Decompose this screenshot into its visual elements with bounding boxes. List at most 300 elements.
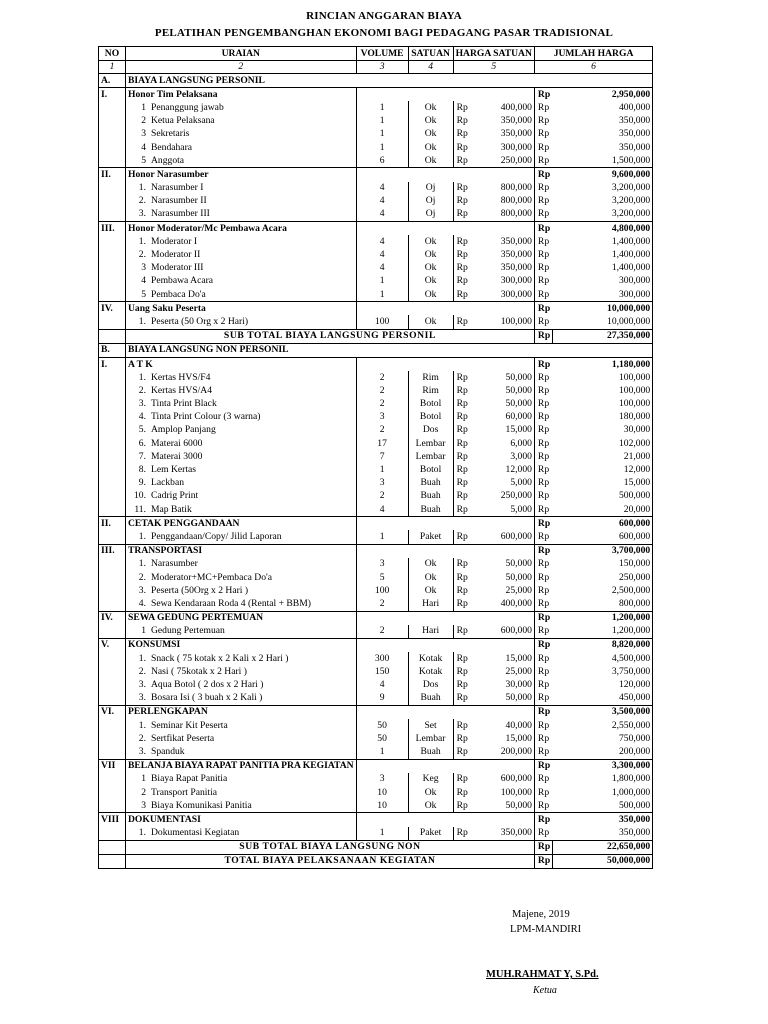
item-description [126,678,357,691]
item-description [126,597,357,611]
index-cell: 2 [126,61,357,74]
empty-cell [453,611,471,625]
item-unit-price: 300,000 [471,275,535,288]
empty-cell [99,329,126,343]
item-unit: Paket [408,530,453,544]
empty-cell [453,302,471,316]
item-number: 2 [141,115,146,127]
category-number: III. [99,544,126,558]
table-row [99,773,653,786]
table-row [99,411,653,424]
item-description [126,745,357,759]
currency-label: Rp [534,678,552,691]
row-number-blank [99,288,126,302]
currency-label: Rp [534,315,552,329]
item-unit: Ok [408,584,453,597]
item-volume: 3 [356,558,408,571]
item-unit: Botol [408,411,453,424]
empty-cell [408,813,453,827]
item-volume: 7 [356,450,408,463]
item-number: 3. [138,208,146,220]
currency-label: Rp [534,302,552,316]
currency-label: Rp [453,625,471,639]
item-amount: 1,400,000 [553,235,653,248]
item-unit-price: 600,000 [471,625,535,639]
empty-cell [453,222,471,236]
currency-label: Rp [534,398,552,411]
currency-label: Rp [453,827,471,841]
item-label: Cadrig Print [151,490,199,502]
item-unit: Ok [408,262,453,275]
item-description [126,477,357,490]
item-volume: 150 [356,665,408,678]
item-unit: Ok [408,141,453,154]
item-label: Spanduk [151,745,185,757]
item-volume: 4 [356,195,408,208]
item-amount: 3,200,000 [553,195,653,208]
item-description [126,315,357,329]
currency-label: Rp [453,275,471,288]
currency-label: Rp [453,584,471,597]
item-unit-price: 600,000 [471,530,535,544]
item-volume: 1 [356,115,408,128]
currency-label: Rp [534,450,552,463]
item-volume: 9 [356,692,408,706]
currency-label: Rp [534,786,552,799]
item-description [126,384,357,397]
item-label: Transport Panitia [151,786,218,798]
table-row [99,288,653,302]
item-unit: Buah [408,503,453,517]
index-cell: 1 [99,61,126,74]
item-volume: 1 [356,128,408,141]
row-number-blank [99,652,126,665]
item-description [126,773,357,786]
item-label: Narasumber I [151,182,204,194]
item-number: 1. [138,652,146,664]
currency-label: Rp [534,154,552,168]
item-amount: 750,000 [553,732,653,745]
section-row [99,343,653,357]
empty-cell [356,813,408,827]
table-row [99,154,653,168]
item-amount: 350,000 [553,115,653,128]
currency-label: Rp [534,288,552,302]
item-label: Anggota [151,154,185,166]
item-label: Gedung Pertemuan [151,625,225,637]
category-total: 3,300,000 [553,759,653,773]
currency-label: Rp [453,315,471,329]
currency-label: Rp [453,773,471,786]
item-amount: 20,000 [553,503,653,517]
header-uraian: URAIAN [126,47,357,61]
currency-label: Rp [453,398,471,411]
item-amount: 1,400,000 [553,262,653,275]
row-number-blank [99,262,126,275]
table-body [99,74,653,869]
item-unit: Set [408,719,453,732]
item-unit: Ok [408,288,453,302]
row-number-blank [99,558,126,571]
item-amount: 350,000 [553,128,653,141]
item-amount: 180,000 [553,411,653,424]
currency-label: Rp [453,490,471,503]
currency-label: Rp [534,558,552,571]
table-row [99,463,653,476]
item-amount: 400,000 [553,101,653,114]
empty-cell [471,544,535,558]
item-description [126,288,357,302]
currency-label: Rp [534,638,552,652]
table-row [99,490,653,503]
currency-label: Rp [453,692,471,706]
currency-label: Rp [453,115,471,128]
item-number: 4. [138,597,146,609]
category-title: Honor Tim Pelaksana [126,88,357,102]
currency-label: Rp [534,854,552,868]
item-description [126,558,357,571]
item-label: Lem Kertas [151,464,197,476]
item-volume: 1 [356,101,408,114]
item-number: 1 [141,625,146,637]
table-row [99,450,653,463]
item-unit-price: 50,000 [471,398,535,411]
row-number-blank [99,571,126,584]
category-row [99,222,653,236]
currency-label: Rp [534,168,552,182]
category-total: 8,820,000 [553,638,653,652]
grand-total-label: TOTAL BIAYA PELAKSANAAN KEGIATAN [126,854,535,868]
currency-label: Rp [453,128,471,141]
currency-label: Rp [534,424,552,437]
item-volume: 100 [356,315,408,329]
empty-cell [471,357,535,371]
table-row [99,315,653,329]
item-description [126,665,357,678]
currency-label: Rp [534,530,552,544]
category-number: VIII [99,813,126,827]
item-unit-price: 250,000 [471,154,535,168]
item-volume: 4 [356,678,408,691]
category-row [99,705,653,719]
category-total: 3,500,000 [553,705,653,719]
item-description [126,450,357,463]
category-number: III. [99,222,126,236]
item-description [126,248,357,261]
item-description [126,398,357,411]
row-number-blank [99,315,126,329]
item-description [126,208,357,222]
empty-cell [408,222,453,236]
item-label: Bendahara [151,141,193,153]
currency-label: Rp [453,678,471,691]
empty-cell [356,168,408,182]
empty-cell [453,168,471,182]
currency-label: Rp [453,371,471,384]
header-no: NO [99,47,126,61]
empty-cell [408,88,453,102]
row-number-blank [99,732,126,745]
currency-label: Rp [534,503,552,517]
currency-label: Rp [534,490,552,503]
category-title: SEWA GEDUNG PERTEMUAN [126,611,357,625]
currency-label: Rp [534,692,552,706]
currency-label: Rp [534,115,552,128]
item-unit-price: 600,000 [471,773,535,786]
empty-cell [356,517,408,531]
empty-cell [471,517,535,531]
currency-label: Rp [453,652,471,665]
item-number: 3. [138,692,146,704]
table-row [99,678,653,691]
item-description [126,827,357,841]
category-number: VI. [99,705,126,719]
item-description [126,799,357,813]
item-unit-price: 25,000 [471,584,535,597]
item-number: 2. [138,249,146,261]
item-unit: Rim [408,371,453,384]
currency-label: Rp [534,357,552,371]
item-unit: Botol [408,398,453,411]
item-number: 1. [138,371,146,383]
item-description [126,625,357,639]
section-number: B. [99,343,126,357]
currency-label: Rp [534,141,552,154]
item-description [126,463,357,476]
currency-label: Rp [453,208,471,222]
item-unit: Rim [408,384,453,397]
currency-label: Rp [534,665,552,678]
empty-cell [453,638,471,652]
item-amount: 120,000 [553,678,653,691]
signature-place-date: Majene, 2019 [512,909,570,920]
currency-label: Rp [534,384,552,397]
empty-cell [408,168,453,182]
currency-label: Rp [534,571,552,584]
item-label: Narasumber [151,558,198,570]
table-row [99,665,653,678]
signature-role: Ketua [533,985,557,996]
empty-cell [453,357,471,371]
currency-label: Rp [534,411,552,424]
row-number-blank [99,182,126,195]
category-title: Uang Saku Peserta [126,302,357,316]
category-row [99,168,653,182]
table-row [99,625,653,639]
currency-label: Rp [453,786,471,799]
category-number: VII [99,759,126,773]
currency-label: Rp [453,719,471,732]
item-unit-price: 50,000 [471,558,535,571]
item-description [126,371,357,384]
row-number-blank [99,799,126,813]
section-number: A. [99,74,126,88]
item-unit: Kotak [408,665,453,678]
item-description [126,262,357,275]
item-unit-price: 350,000 [471,115,535,128]
item-amount: 100,000 [553,371,653,384]
category-number: V. [99,638,126,652]
subtotal-amount: 27,350,000 [553,329,653,343]
item-amount: 102,000 [553,437,653,450]
item-amount: 600,000 [553,530,653,544]
currency-label: Rp [453,503,471,517]
currency-label: Rp [453,424,471,437]
empty-cell [99,840,126,854]
item-unit: Buah [408,745,453,759]
empty-cell [408,357,453,371]
empty-cell [453,88,471,102]
item-amount: 10,000,000 [553,315,653,329]
subtotal-amount: 22,650,000 [553,840,653,854]
table-row [99,208,653,222]
item-volume: 17 [356,437,408,450]
empty-cell [471,759,535,773]
table-row [99,732,653,745]
table-header-row [99,47,653,61]
currency-label: Rp [453,571,471,584]
signature-name: MUH.RAHMAT Y, S.Pd. [486,969,599,980]
empty-cell [356,302,408,316]
index-cell: 3 [356,61,408,74]
category-title: Honor Moderator/Mc Pembawa Acara [126,222,357,236]
currency-label: Rp [534,182,552,195]
item-volume: 1 [356,275,408,288]
item-label: Kertas HVS/F4 [151,371,211,383]
category-row [99,611,653,625]
empty-cell [408,759,453,773]
item-label: Moderator III [151,262,204,274]
item-label: Sertfikat Peserta [151,732,215,744]
item-number: 2. [138,665,146,677]
item-volume: 4 [356,235,408,248]
currency-label: Rp [534,329,552,343]
item-volume: 4 [356,182,408,195]
grand-total-row [99,854,653,868]
item-label: Pembaca Do'a [151,288,206,300]
category-total: 3,700,000 [553,544,653,558]
index-cell: 4 [408,61,453,74]
currency-label: Rp [453,154,471,168]
item-number: 3 [141,799,146,811]
item-unit-price: 350,000 [471,262,535,275]
row-number-blank [99,584,126,597]
header-harga-satuan: HARGA SATUAN [453,47,534,61]
empty-cell [471,813,535,827]
item-amount: 800,000 [553,597,653,611]
currency-label: Rp [534,597,552,611]
item-unit-price: 60,000 [471,411,535,424]
currency-label: Rp [534,222,552,236]
currency-label: Rp [534,248,552,261]
currency-label: Rp [534,745,552,759]
item-volume: 3 [356,773,408,786]
item-label: Amplop Panjang [151,424,216,436]
row-number-blank [99,450,126,463]
item-unit: Hari [408,597,453,611]
row-number-blank [99,398,126,411]
item-number: 5 [141,154,146,166]
item-number: 3. [138,679,146,691]
table-row [99,503,653,517]
item-label: Snack ( 75 kotak x 2 Kali x 2 Hari ) [151,652,289,664]
currency-label: Rp [453,477,471,490]
item-number: 11. [134,503,146,515]
currency-label: Rp [534,759,552,773]
item-description [126,101,357,114]
category-row [99,638,653,652]
currency-label: Rp [534,463,552,476]
table-row [99,424,653,437]
category-title: DOKUMENTASI [126,813,357,827]
item-unit: Ok [408,154,453,168]
item-volume: 2 [356,371,408,384]
item-unit: Keg [408,773,453,786]
category-number: I. [99,357,126,371]
currency-label: Rp [534,88,552,102]
table-row [99,398,653,411]
item-amount: 1,200,000 [553,625,653,639]
category-total: 2,950,000 [553,88,653,102]
table-row [99,530,653,544]
item-unit-price: 400,000 [471,597,535,611]
item-volume: 5 [356,571,408,584]
category-number: I. [99,88,126,102]
item-number: 1. [138,827,146,839]
category-title: Honor Narasumber [126,168,357,182]
currency-label: Rp [534,544,552,558]
item-number: 6. [138,437,146,449]
row-number-blank [99,503,126,517]
item-unit-price: 350,000 [471,827,535,841]
item-label: Tinta Print Black [151,398,217,410]
item-label: Narasumber II [151,195,207,207]
currency-label: Rp [534,799,552,813]
item-label: Bosara Isi ( 3 buah x 2 Kali ) [151,692,263,704]
item-amount: 12,000 [553,463,653,476]
table-row [99,558,653,571]
item-label: Materai 3000 [151,450,203,462]
item-volume: 4 [356,262,408,275]
item-amount: 1,400,000 [553,248,653,261]
item-amount: 3,200,000 [553,208,653,222]
item-unit: Ok [408,315,453,329]
empty-cell [408,302,453,316]
item-unit-price: 50,000 [471,692,535,706]
item-amount: 2,500,000 [553,584,653,597]
category-number: II. [99,517,126,531]
item-description [126,141,357,154]
table-row [99,195,653,208]
currency-label: Rp [453,463,471,476]
category-title: PERLENGKAPAN [126,705,357,719]
empty-cell [408,544,453,558]
item-unit: Oj [408,208,453,222]
item-unit: Ok [408,799,453,813]
item-volume: 4 [356,503,408,517]
currency-label: Rp [453,732,471,745]
item-number: 10. [134,490,146,502]
item-unit-price: 350,000 [471,248,535,261]
currency-label: Rp [453,195,471,208]
empty-cell [356,611,408,625]
table-row [99,115,653,128]
item-label: Sekretaris [151,128,190,140]
empty-cell [471,168,535,182]
item-unit-price: 50,000 [471,799,535,813]
empty-cell [356,705,408,719]
item-unit-price: 200,000 [471,745,535,759]
